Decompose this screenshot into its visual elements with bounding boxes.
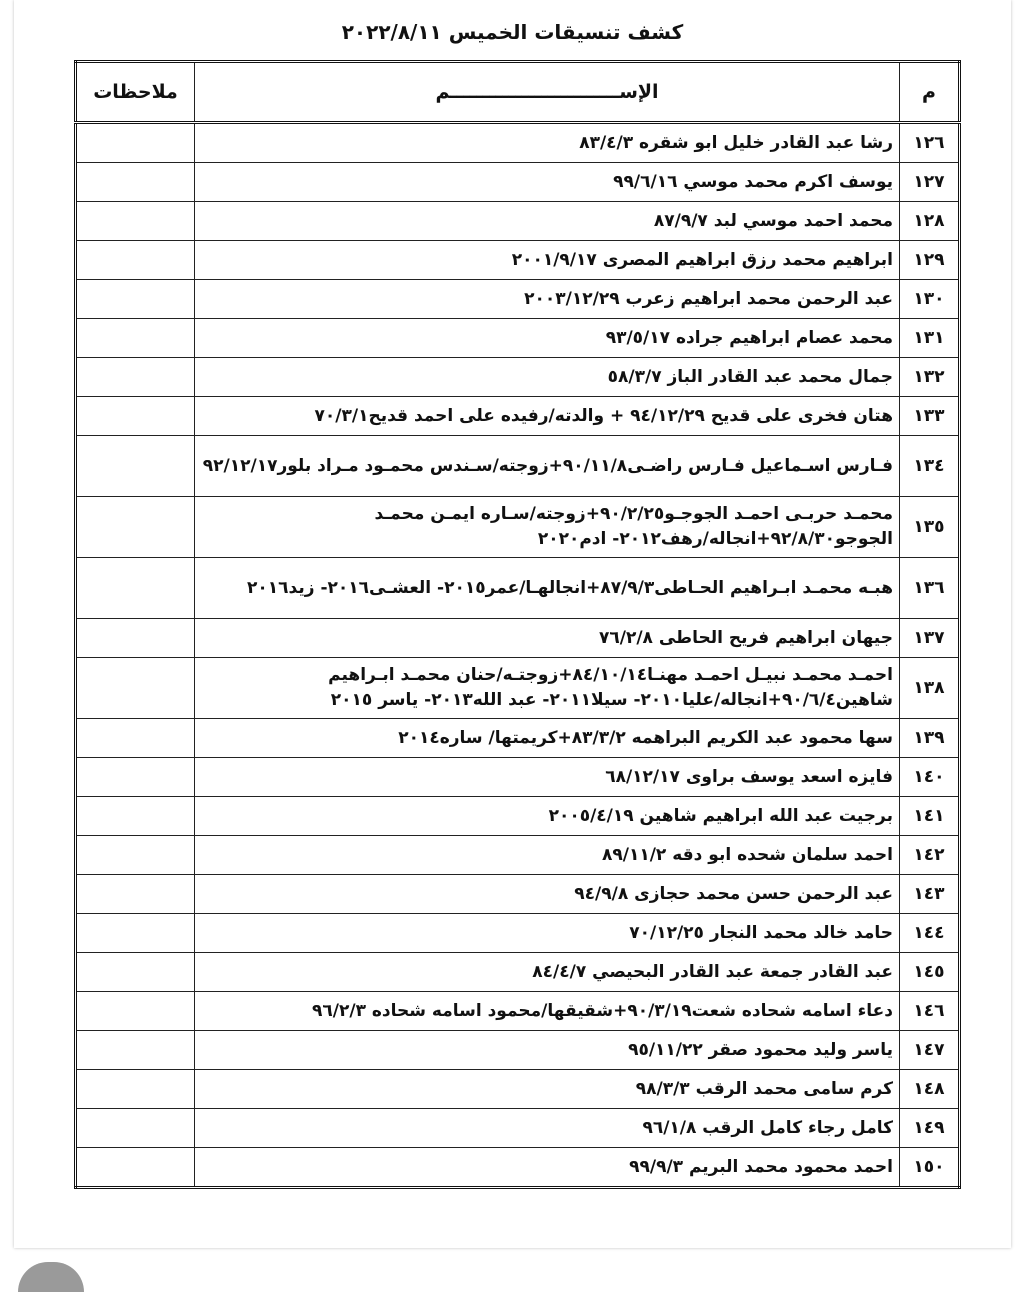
table-row: [76, 1148, 960, 1188]
row-notes: [76, 619, 195, 658]
row-notes: [76, 953, 195, 992]
row-name: عبد الرحمن محمد ابراهيم زعرب ٢٠٠٣/١٢/٢٩: [195, 280, 900, 319]
row-number: ١٤٤: [900, 914, 960, 953]
row-name: سها محمود عبد الكريم البراهمه ٨٣/٣/٢+كريمتها/ ساره٢٠١٤: [195, 719, 900, 758]
row-number: ١٣٣: [900, 397, 960, 436]
row-notes: [76, 1031, 195, 1070]
row-notes: [76, 797, 195, 836]
row-number: ١٤٩: [900, 1109, 960, 1148]
table-row: [76, 719, 960, 758]
table-row: [76, 619, 960, 658]
row-name: يوسف اكرم محمد موسي ٩٩/٦/١٦: [195, 163, 900, 202]
row-number: ١٣١: [900, 319, 960, 358]
row-notes: [76, 1070, 195, 1109]
row-name: حامد خالد محمد النجار ٧٠/١٢/٢٥: [195, 914, 900, 953]
table-row: [76, 397, 960, 436]
table-row: [76, 558, 960, 619]
row-notes: [76, 992, 195, 1031]
table-row: [76, 875, 960, 914]
table-row: [76, 1070, 960, 1109]
table-row: [76, 163, 960, 202]
row-number: ١٤٧: [900, 1031, 960, 1070]
row-notes: [76, 163, 195, 202]
row-number: ١٣٤: [900, 436, 960, 497]
row-number: ١٤٦: [900, 992, 960, 1031]
table-row: [76, 953, 960, 992]
row-name: ياسر وليد محمود صقر ٩٥/١١/٢٢: [195, 1031, 900, 1070]
header-number: م: [900, 62, 960, 123]
row-number: ١٣٦: [900, 558, 960, 619]
row-notes: [76, 497, 195, 558]
roster-table: [74, 60, 961, 1189]
row-notes: [76, 358, 195, 397]
row-notes: [76, 875, 195, 914]
table-row: [76, 797, 960, 836]
row-name: كامل رجاء كامل الرقب ٩٦/١/٨: [195, 1109, 900, 1148]
row-number: ١٤٠: [900, 758, 960, 797]
table-row: [76, 123, 960, 163]
row-number: ١٤٨: [900, 1070, 960, 1109]
header-name: الإســــــــــــــــــــــــــم: [195, 62, 900, 123]
table-row: [76, 836, 960, 875]
row-number: ١٣٧: [900, 619, 960, 658]
row-name: كرم سامى محمد الرقب ٩٨/٣/٣: [195, 1070, 900, 1109]
row-number: ١٣٢: [900, 358, 960, 397]
row-name: محمـد حربـى احمـد الجوجـو٩٠/٢/٢٥+زوجته/سـاره ايمـن محمـد الجوجو٩٢/٨/٣٠+انجاله/رهف٢٠١٢- ادم٢٠٢٠: [195, 497, 900, 558]
row-notes: [76, 241, 195, 280]
row-number: ١٢٧: [900, 163, 960, 202]
row-number: ١٤٢: [900, 836, 960, 875]
header-notes: ملاحظات: [76, 62, 195, 123]
row-number: ١٢٨: [900, 202, 960, 241]
table-header-row: [76, 62, 960, 123]
table-row: [76, 497, 960, 558]
table-row: [76, 758, 960, 797]
table-row: [76, 358, 960, 397]
table-row: [76, 658, 960, 719]
row-number: ١٤٣: [900, 875, 960, 914]
row-name: هبـه محمـد ابـراهيم الحـاطى٨٧/٩/٣+انجالهـا/عمر٢٠١٥- العشـى٢٠١٦- زيد٢٠١٦: [195, 558, 900, 619]
row-number: ١٢٩: [900, 241, 960, 280]
row-name: برجيت عبد الله ابراهيم شاهين ٢٠٠٥/٤/١٩: [195, 797, 900, 836]
table-row: [76, 319, 960, 358]
row-name: محمد احمد موسي لبد ٨٧/٩/٧: [195, 202, 900, 241]
row-notes: [76, 123, 195, 163]
row-name: فـارس اسـماعيل فـارس راضـى٩٠/١١/٨+زوجته/سـندس محمـود مـراد بلور٩٢/١٢/١٧: [195, 436, 900, 497]
row-notes: [76, 280, 195, 319]
row-name: محمد عصام ابراهيم جراده ٩٣/٥/١٧: [195, 319, 900, 358]
row-name: رشا عبد القادر خليل ابو شقره ٨٣/٤/٣: [195, 123, 900, 163]
row-notes: [76, 558, 195, 619]
row-number: ١٣٩: [900, 719, 960, 758]
row-name: عبد الرحمن حسن محمد حجازى ٩٤/٩/٨: [195, 875, 900, 914]
row-notes: [76, 319, 195, 358]
row-number: ١٣٨: [900, 658, 960, 719]
row-name: ابراهيم محمد رزق ابراهيم المصرى ٢٠٠١/٩/١٧: [195, 241, 900, 280]
row-number: ١٣٥: [900, 497, 960, 558]
row-notes: [76, 836, 195, 875]
row-name: هتان فخرى على قديح ٩٤/١٢/٢٩ + والدته/رفيده على احمد قديح٧٠/٣/١: [195, 397, 900, 436]
document-page: [14, 0, 1011, 1248]
row-notes: [76, 719, 195, 758]
row-notes: [76, 1148, 195, 1188]
row-name: جيهان ابراهيم فريح الحاطى ٧٦/٢/٨: [195, 619, 900, 658]
row-name: جمال محمد عبد القادر الباز ٥٨/٣/٧: [195, 358, 900, 397]
row-number: ١٤١: [900, 797, 960, 836]
table-row: [76, 992, 960, 1031]
row-number: ١٢٦: [900, 123, 960, 163]
row-name: عبد القادر جمعة عبد القادر البحيصي ٨٤/٤/٧: [195, 953, 900, 992]
row-notes: [76, 202, 195, 241]
row-notes: [76, 914, 195, 953]
table-row: [76, 202, 960, 241]
table-row: [76, 1031, 960, 1070]
table-row: [76, 241, 960, 280]
page-corner-shadow: [18, 1262, 84, 1292]
table-row: [76, 1109, 960, 1148]
row-notes: [76, 397, 195, 436]
row-name: احمـد محمـد نبيـل احمـد مهنـا٨٤/١٠/١٤+زوجتـه/حنان محمـد ابـراهيم شاهين٩٠/٦/٤+انجاله/عليا٢٠١٠- سيلا٢٠١١- عبد الله٢٠١٣- ياسر ٢٠١٥: [195, 658, 900, 719]
row-name: احمد سلمان شحده ابو دقه ٨٩/١١/٢: [195, 836, 900, 875]
row-notes: [76, 658, 195, 719]
row-number: ١٤٥: [900, 953, 960, 992]
row-number: ١٥٠: [900, 1148, 960, 1188]
row-notes: [76, 436, 195, 497]
row-notes: [76, 1109, 195, 1148]
table-row: [76, 280, 960, 319]
row-number: ١٣٠: [900, 280, 960, 319]
row-name: دعاء اسامه شحاده شعت٩٠/٣/١٩+شقيقها/محمود اسامه شحاده ٩٦/٢/٣: [195, 992, 900, 1031]
row-name: فايزه اسعد يوسف براوى ٦٨/١٢/١٧: [195, 758, 900, 797]
table-row: [76, 436, 960, 497]
row-name: احمد محمود محمد البريم ٩٩/٩/٣: [195, 1148, 900, 1188]
page-title: كشف تنسيقات الخميس ٢٠٢٢/٨/١١: [341, 20, 684, 44]
row-notes: [76, 758, 195, 797]
table-row: [76, 914, 960, 953]
